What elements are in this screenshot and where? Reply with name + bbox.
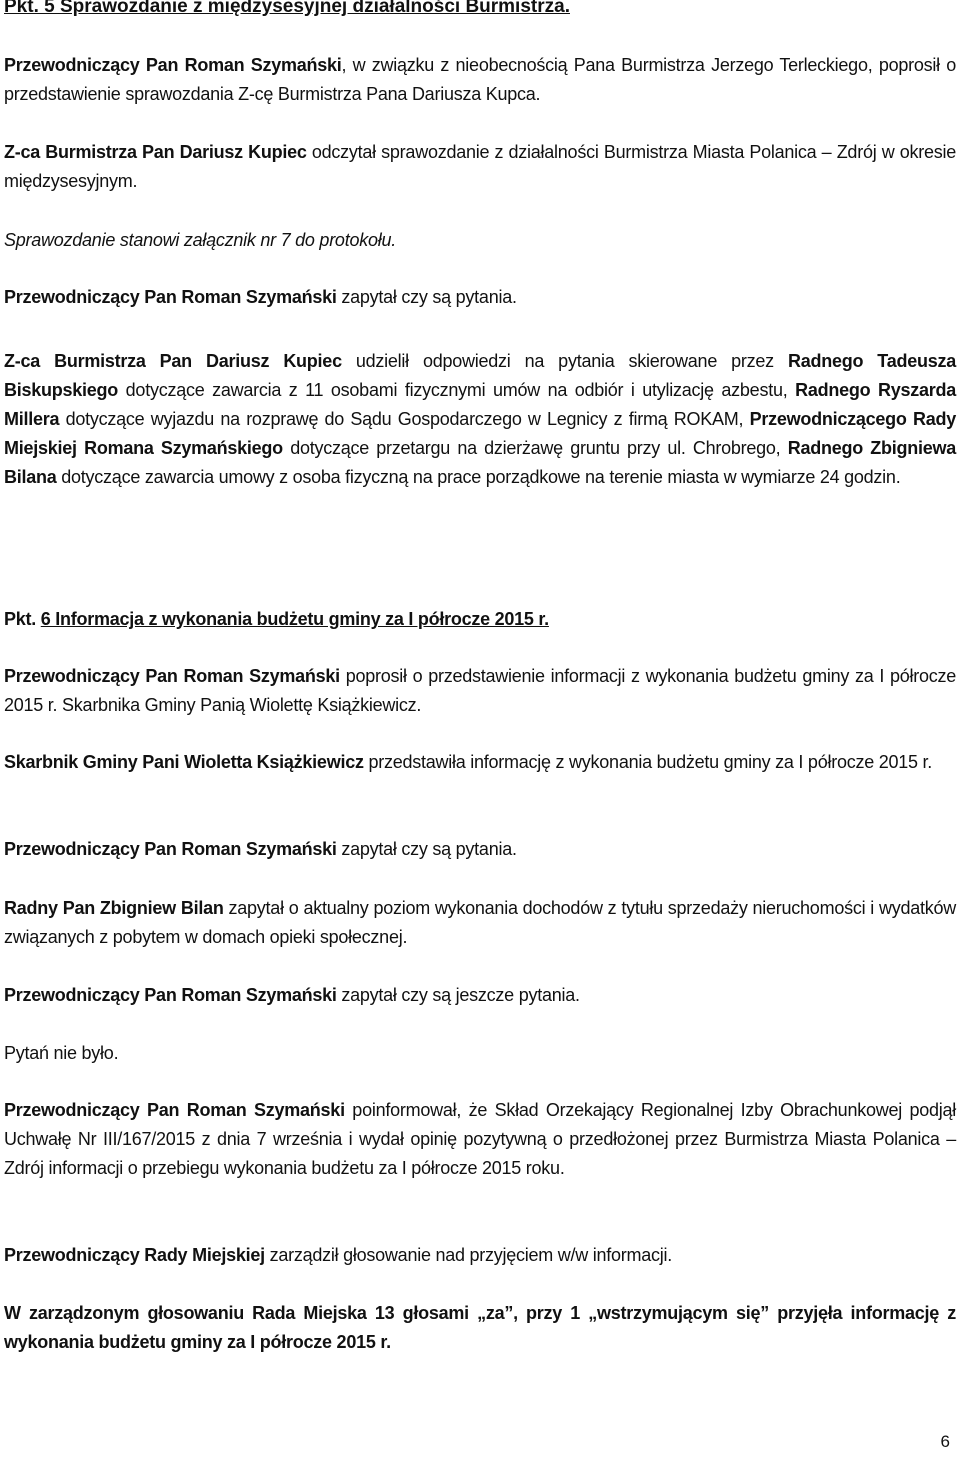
paragraph-text: dotyczące zawarcia z 11 osobami fizycznymi umów na odbiór i utylizację azbestu,: [118, 380, 796, 400]
paragraph-text: zarządził głosowanie nad przyjęciem w/w informacji.: [264, 1245, 673, 1265]
paragraph: [4, 51, 956, 109]
paragraph: [4, 226, 956, 255]
paragraph: [4, 1241, 956, 1270]
paragraph: [4, 748, 956, 777]
paragraph-text: dotyczące przetargu na dzierżawę gruntu przy ul. Chrobrego,: [282, 438, 788, 458]
speaker: Przewodniczący Pan Roman Szymański: [4, 985, 337, 1005]
attachment-note: Sprawozdanie stanowi załącznik nr 7 do protokołu.: [4, 230, 396, 250]
paragraph: [4, 347, 956, 492]
person-name: Radnego Zbigniewa Bilana: [4, 438, 956, 487]
paragraph-text: poinformował, że Skład Orzekający Regionalnej Izby Obrachunkowej podjął Uchwałę Nr III/167/2015 z dnia 7 września i wydał opinię pozytywną o przedłożonej przez Burmistrza Miasta Polanica – Zdrój informacji o przebiegu wykonania budżetu za I półrocze 2015 roku.: [4, 1100, 956, 1178]
paragraph-text: , w związku z nieobecnością Pana Burmistrza Jerzego Terleckiego, poprosił o przedstawienie sprawozdania Z-cę Burmistrza Pana Dariusza Kupca.: [4, 55, 957, 104]
paragraph-text: odczytał sprawozdanie z działalności Burmistrza Miasta Polanica – Zdrój w okresie międzysesyjnym.: [4, 142, 956, 191]
paragraph-text: dotyczące wyjazdu na rozprawę do Sądu Gospodarczego w Legnicy z firmą ROKAM,: [59, 409, 750, 429]
person-name: Radnego Ryszarda Millera: [4, 380, 957, 429]
speaker: Przewodniczący Pan Roman Szymański: [4, 55, 342, 75]
heading-prefix: Pkt.: [4, 609, 41, 629]
speaker: Z-ca Burmistrza Pan Dariusz Kupiec: [4, 351, 342, 371]
paragraph: [4, 1039, 956, 1068]
document-page: [4, 0, 956, 1460]
paragraph: [4, 835, 956, 864]
voting-result: [4, 1299, 956, 1357]
speaker: Przewodniczący Rady Miejskiej: [4, 1245, 265, 1265]
speaker: Przewodniczący Pan Roman Szymański: [4, 1100, 345, 1120]
speaker: Radny Pan Zbigniew Bilan: [4, 898, 224, 918]
heading-title: 6 Informacja z wykonania budżetu gminy za I półrocze 2015 r.: [40, 609, 549, 629]
paragraph: [4, 894, 956, 952]
paragraph-text: Pytań nie było.: [4, 1043, 119, 1063]
speaker: Skarbnik Gminy Pani Wioletta Książkiewicz: [4, 752, 364, 772]
paragraph: [4, 138, 956, 196]
paragraph-text: przedstawiła informację z wykonania budżetu gminy za I półrocze 2015 r.: [363, 752, 933, 772]
section-6-heading: [4, 605, 956, 634]
paragraph-text: zapytał czy są pytania.: [336, 839, 517, 859]
paragraph-text: dotyczące zawarcia umowy z osoba fizyczną na prace porządkowe na terenie miasta w wymiarze 24 godzin.: [56, 467, 901, 487]
paragraph: [4, 1096, 956, 1183]
paragraph-text: zapytał czy są pytania.: [336, 287, 517, 307]
speaker: Przewodniczący Pan Roman Szymański: [4, 287, 337, 307]
speaker: Przewodniczący Pan Roman Szymański: [4, 839, 337, 859]
section-5-heading: Pkt. 5 Sprawozdanie z międzysesyjnej działalności Burmistrza.: [4, 0, 570, 17]
person-name: Radnego Tadeusza Biskupskiego: [4, 351, 956, 400]
paragraph-text: poprosił o przedstawienie informacji z wykonania budżetu gminy za I półrocze 2015 r. Skarbnika Gminy Panią Wiolettę Książkiewicz.: [4, 666, 956, 715]
voting-result-text: W zarządzonym głosowaniu Rada Miejska 13 głosami „za”, przy 1 „wstrzymującym się” przyjęła informację z wykonania budżetu gminy za I półrocze 2015 r.: [4, 1303, 956, 1352]
paragraph-text: udzielił odpowiedzi na pytania skierowane przez: [341, 351, 788, 371]
paragraph: [4, 283, 956, 312]
paragraph: [4, 662, 956, 720]
person-name: Przewodniczącego Rady Miejskiej Romana Szymańskiego: [4, 409, 956, 458]
speaker: Z-ca Burmistrza Pan Dariusz Kupiec: [4, 142, 307, 162]
paragraph-text: zapytał czy są jeszcze pytania.: [336, 985, 580, 1005]
paragraph: [4, 981, 956, 1010]
speaker: Przewodniczący Pan Roman Szymański: [4, 666, 340, 686]
paragraph-text: zapytał o aktualny poziom wykonania dochodów z tytułu sprzedaży nieruchomości i wydatków związanych z pobytem w domach opieki społecznej.: [4, 898, 956, 947]
page-number: 6: [940, 1432, 950, 1451]
